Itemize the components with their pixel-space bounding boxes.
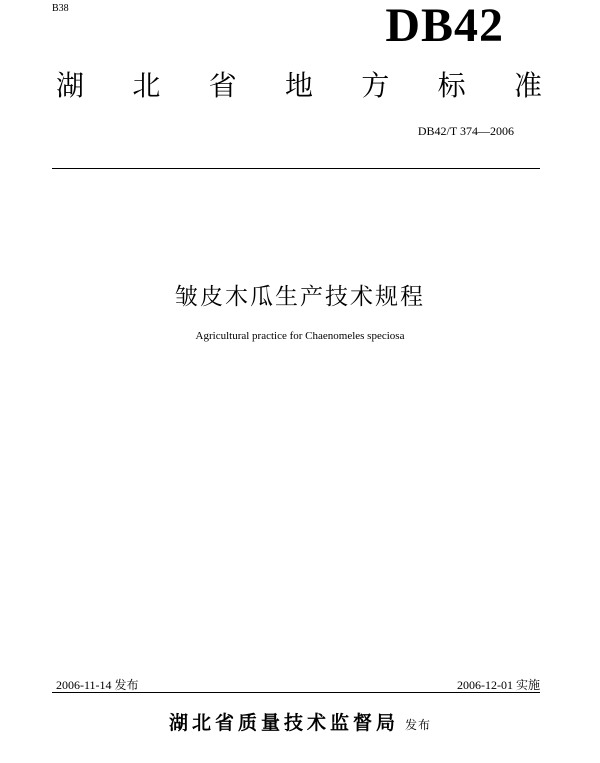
standard-type-char: 省 — [208, 69, 237, 102]
classification-code: B38 — [52, 3, 69, 14]
document-title: 皱皮木瓜生产技术规程 — [175, 284, 425, 310]
standard-type-char: 标 — [437, 69, 466, 102]
publisher-name: 湖北省质量技术监督局 — [168, 712, 399, 734]
implementation-date: 2006-12-01 实施 — [457, 678, 540, 692]
standard-type-char: 方 — [361, 69, 390, 102]
standard-code: DB42 — [385, 0, 504, 52]
footer-divider — [52, 692, 540, 693]
publisher — [0, 708, 600, 735]
standard-type-char: 北 — [132, 69, 161, 102]
publisher-suffix: 发布 — [405, 718, 432, 732]
document-subtitle-english: Agricultural practice for Chaenomeles speciosa — [195, 330, 405, 342]
header-divider — [52, 168, 540, 169]
standard-type-char: 地 — [284, 69, 313, 102]
standard-type-char: 湖 — [56, 69, 85, 102]
standard-type-char: 准 — [513, 69, 542, 102]
standard-number: DB42/T 374—2006 — [417, 124, 514, 138]
standard-type — [56, 68, 542, 104]
issue-date: 2006-11-14 发布 — [56, 678, 139, 692]
